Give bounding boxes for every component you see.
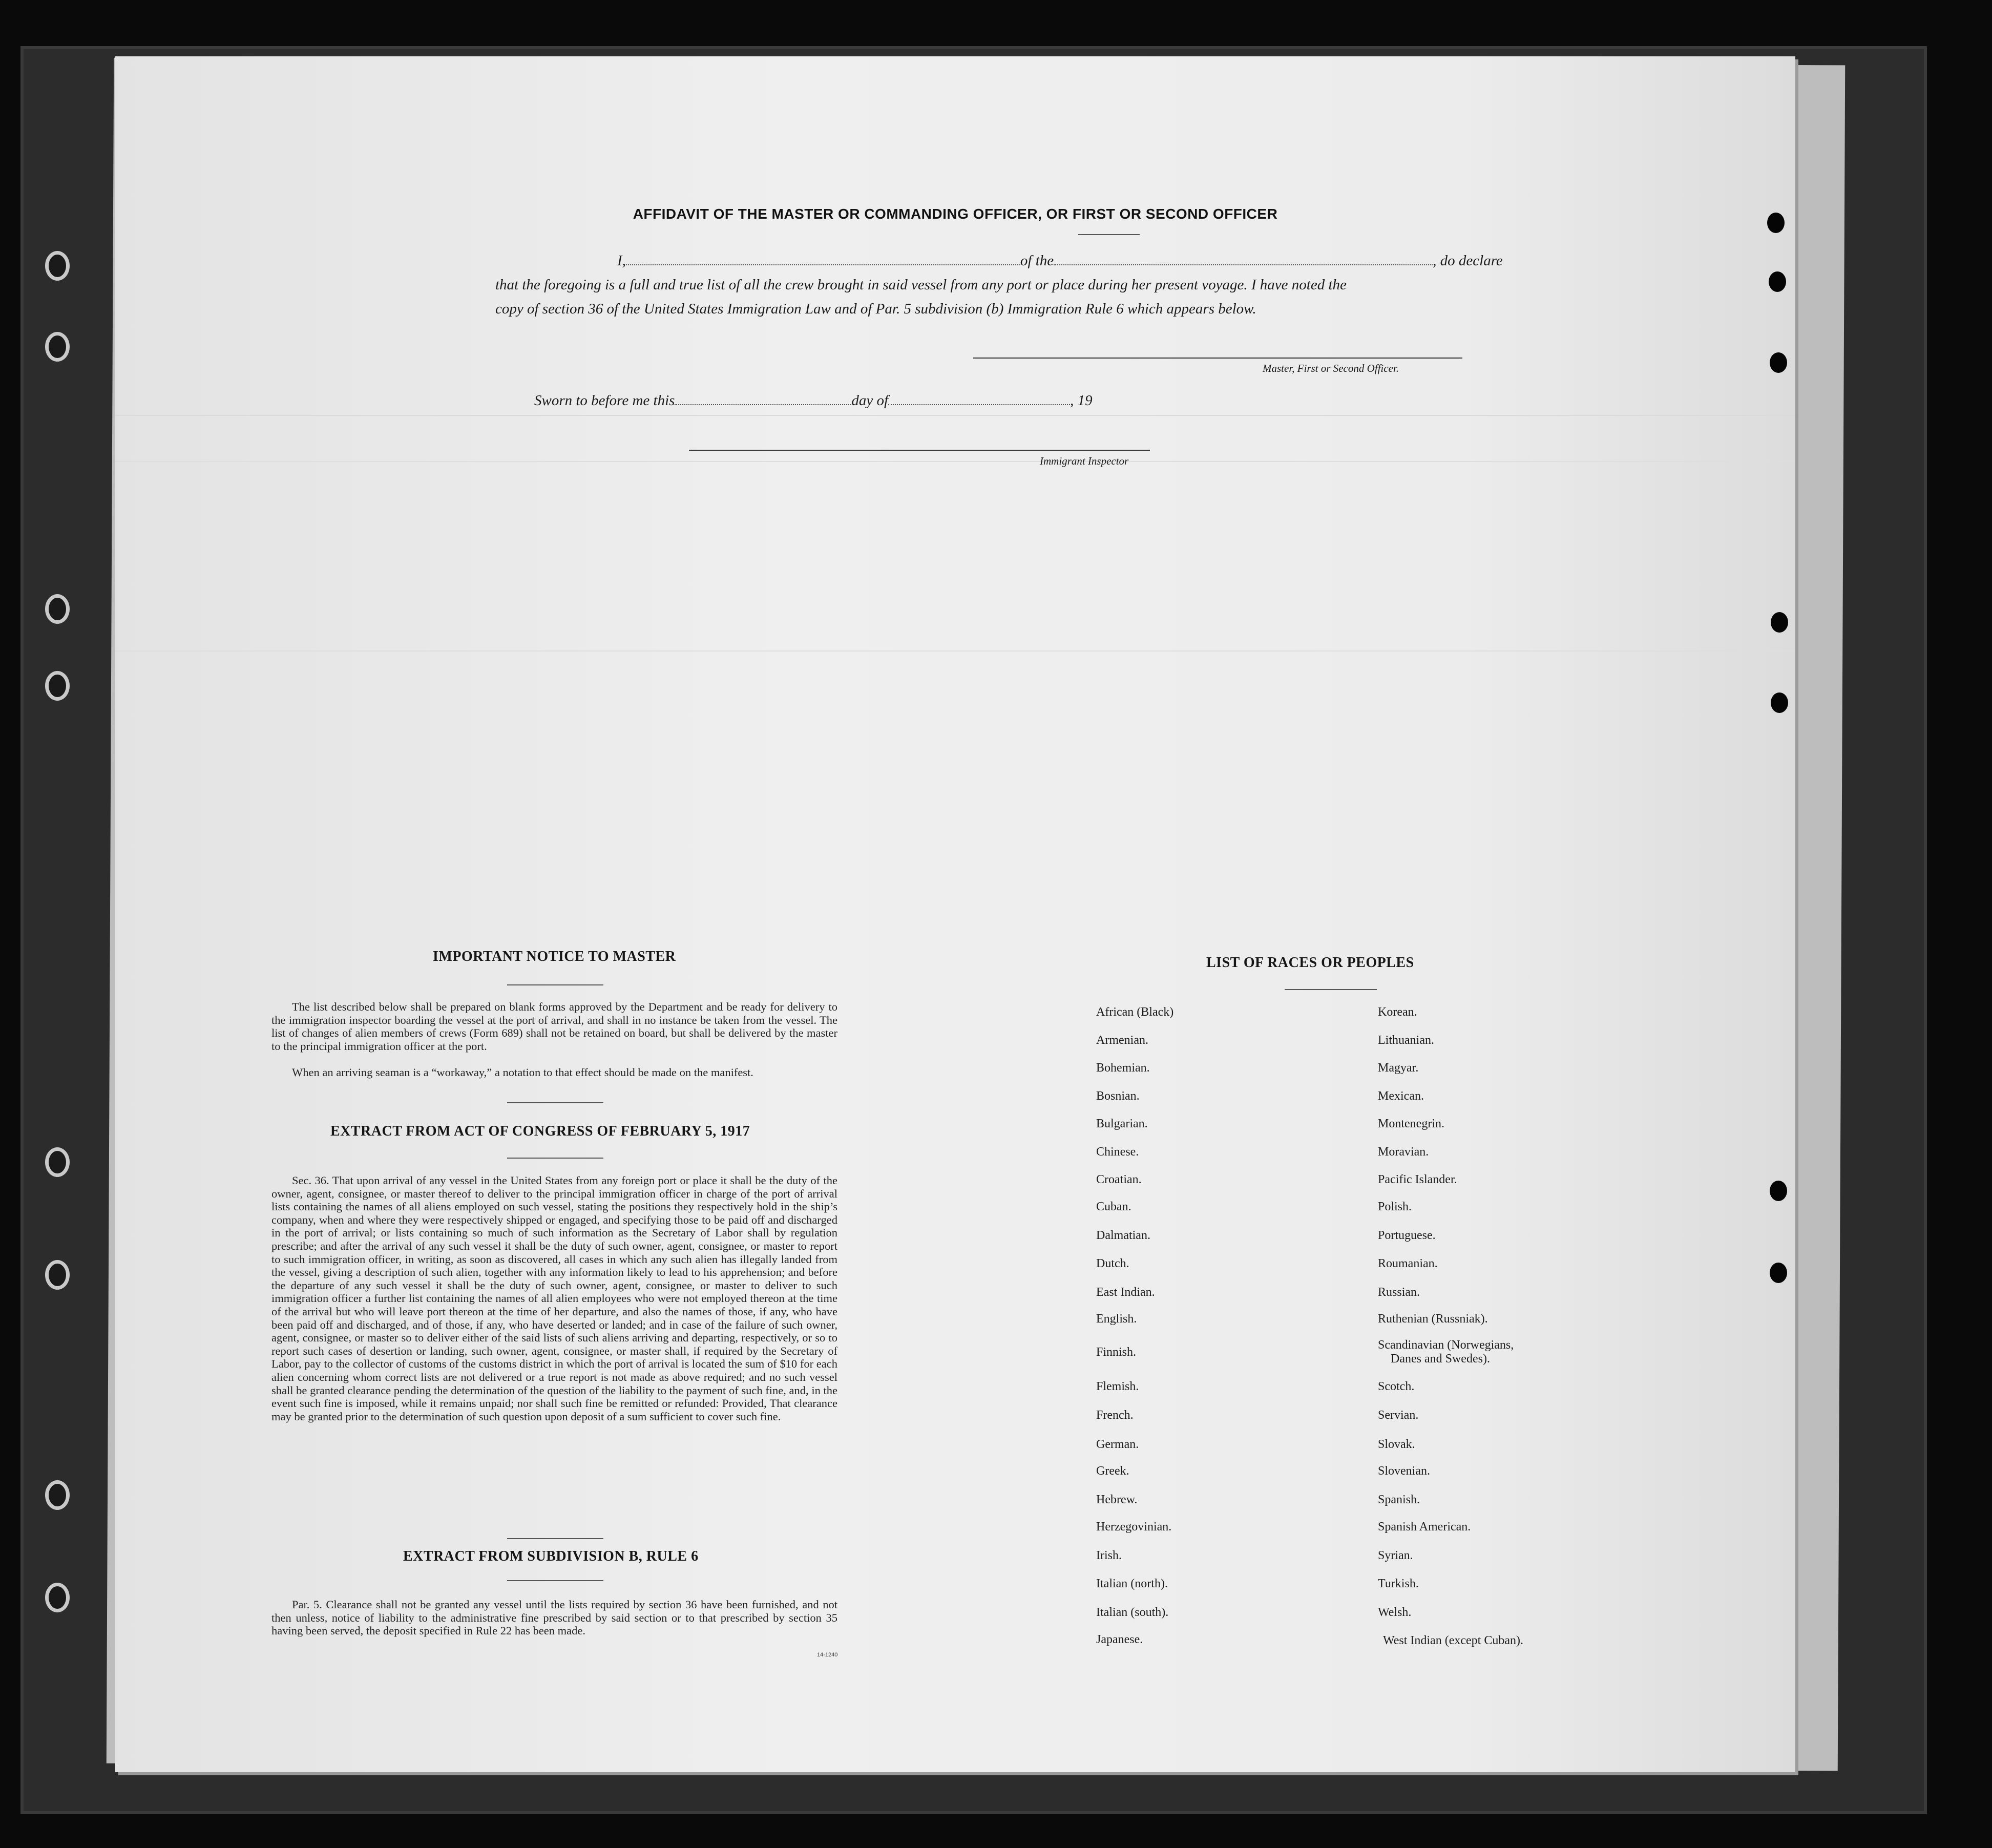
race-item: Scotch. — [1378, 1380, 1415, 1393]
race-item: German. — [1096, 1438, 1139, 1451]
do-declare-label: , do declare — [1433, 253, 1503, 269]
notice-divider — [507, 984, 603, 985]
affidavit-declaration-line — [617, 253, 1503, 269]
binder-ring-icon — [45, 671, 70, 701]
race-item: Finnish. — [1096, 1346, 1137, 1359]
sworn-month-field[interactable] — [888, 393, 1070, 405]
race-item: Bosnian. — [1096, 1089, 1140, 1103]
race-item: Japanese. — [1096, 1633, 1143, 1646]
race-item: Slovenian. — [1378, 1464, 1430, 1478]
title-underline — [1078, 234, 1140, 235]
punch-hole-icon — [1770, 352, 1787, 373]
inspector-signature-line[interactable] — [689, 450, 1150, 451]
of-the-label: of the — [1020, 253, 1054, 269]
race-item: Danes and Swedes). — [1391, 1352, 1490, 1366]
races-divider — [1285, 989, 1377, 990]
race-item: Scandinavian (Norwegians, — [1378, 1338, 1514, 1352]
sworn-line — [534, 392, 1093, 409]
race-item: Flemish. — [1096, 1380, 1139, 1393]
notice-title: IMPORTANT NOTICE TO MASTER — [433, 949, 676, 964]
race-item: Polish. — [1378, 1200, 1412, 1213]
race-item: Croatian. — [1096, 1173, 1142, 1186]
affidavit-i-label: I, — [617, 253, 626, 269]
extract-act-title: EXTRACT FROM ACT OF CONGRESS OF FEBRUARY 5, 1917 — [330, 1123, 750, 1139]
race-item: Roumanian. — [1378, 1257, 1438, 1270]
race-item: Hebrew. — [1096, 1493, 1138, 1506]
race-item: Magyar. — [1378, 1061, 1419, 1075]
year-label: , 19 — [1070, 392, 1093, 409]
race-item: Servian. — [1378, 1409, 1419, 1422]
notice-divider — [507, 1102, 603, 1103]
race-item: Ruthenian (Russniak). — [1378, 1312, 1488, 1326]
extract-rule-divider — [507, 1538, 603, 1539]
master-signature-line[interactable] — [973, 358, 1462, 359]
rule-6-text: Par. 5. Clearance shall not be granted any vessel until the lists required by section 36 have been furnished, and not then unless, notice of liability to the administrative fine prescribed by said section or to that prescribed by section 35 having been served, the deposit specified in Rule 22 has been made. — [271, 1598, 837, 1637]
race-item: Greek. — [1096, 1464, 1129, 1478]
race-item: Armenian. — [1096, 1034, 1148, 1047]
race-item: Pacific Islander. — [1378, 1173, 1457, 1186]
punch-hole-icon — [1769, 271, 1786, 292]
affidavit-statement-line: copy of section 36 of the United States Immigration Law and of Par. 5 subdivision (b) Immigration Rule 6 which appears below. — [495, 301, 1256, 317]
race-item: Mexican. — [1378, 1089, 1424, 1103]
inspector-caption: Immigrant Inspector — [1040, 455, 1129, 467]
race-item: African (Black) — [1096, 1005, 1174, 1019]
extract-rule-title: EXTRACT FROM SUBDIVISION B, RULE 6 — [403, 1548, 699, 1564]
race-item: Italian (south). — [1096, 1606, 1169, 1619]
race-item: French. — [1096, 1409, 1134, 1422]
affidavit-title: AFFIDAVIT OF THE MASTER OR COMMANDING OFFICER, OR FIRST OR SECOND OFFICER — [633, 206, 1278, 222]
race-item: Slovak. — [1378, 1438, 1415, 1451]
vessel-field[interactable] — [1054, 253, 1433, 265]
race-item: English. — [1096, 1312, 1137, 1326]
notice-paragraph: The list described below shall be prepared on blank forms approved by the Department and be ready for delivery to the immigration inspector boarding the vessel at the port of arrival, and shall in no instance be taken from the vessel. The list of changes of alien members of crews (Form 689) shall not be retained on board, but shall be delivered by the master to the principal immigration officer at the port. — [271, 1000, 837, 1053]
sworn-label: Sworn to before me this — [534, 392, 675, 409]
extract-rule-divider — [507, 1580, 603, 1581]
binder-ring-icon — [45, 1480, 70, 1510]
sworn-day-field[interactable] — [675, 393, 851, 405]
binder-ring-icon — [45, 332, 70, 362]
affidavit-statement-line: that the foregoing is a full and true list of all the crew brought in said vessel from any port or place during her present voyage. I have noted the — [495, 277, 1347, 293]
race-item: Syrian. — [1378, 1549, 1413, 1562]
binder-ring-icon — [45, 594, 70, 624]
form-number: 14-1240 — [817, 1652, 838, 1658]
punch-hole-icon — [1771, 692, 1788, 713]
race-item: Herzegovinian. — [1096, 1520, 1172, 1534]
race-item: Italian (north). — [1096, 1577, 1168, 1590]
race-item: Irish. — [1096, 1549, 1122, 1562]
race-item: Montenegrin. — [1378, 1117, 1444, 1130]
race-item: Dutch. — [1096, 1257, 1129, 1270]
race-item: Turkish. — [1378, 1577, 1419, 1590]
binder-ring-icon — [45, 251, 70, 281]
race-item: Bulgarian. — [1096, 1117, 1148, 1130]
race-item: Moravian. — [1378, 1145, 1429, 1159]
punch-hole-icon — [1771, 612, 1788, 633]
race-item: Cuban. — [1096, 1200, 1131, 1213]
master-signature-caption: Master, First or Second Officer. — [1263, 362, 1399, 374]
race-item: Chinese. — [1096, 1145, 1139, 1159]
race-item: Bohemian. — [1096, 1061, 1150, 1075]
name-field[interactable] — [626, 253, 1020, 265]
notice-paragraph: When an arriving seaman is a “workaway,” a notation to that effect should be made on the manifest. — [292, 1066, 753, 1079]
race-item: Dalmatian. — [1096, 1229, 1150, 1242]
race-item: East Indian. — [1096, 1286, 1155, 1299]
race-item: Spanish American. — [1378, 1520, 1471, 1534]
punch-hole-icon — [1770, 1263, 1787, 1283]
extract-act-divider — [507, 1158, 603, 1159]
race-item: Lithuanian. — [1378, 1034, 1434, 1047]
race-item: Russian. — [1378, 1286, 1420, 1299]
punch-hole-icon — [1770, 1181, 1787, 1201]
race-item: Portuguese. — [1378, 1229, 1436, 1242]
race-item: Welsh. — [1378, 1606, 1412, 1619]
race-item: West Indian (except Cuban). — [1383, 1634, 1523, 1647]
manifest-page — [115, 56, 1795, 1772]
day-of-label: day of — [851, 392, 889, 409]
binder-ring-icon — [45, 1260, 70, 1290]
races-title: LIST OF RACES OR PEOPLES — [1206, 955, 1414, 971]
section-36-text: Sec. 36. That upon arrival of any vessel in the United States from any foreign port or place it shall be the duty of the owner, agent, consignee, or master thereof to deliver to the principal immigration officer in charge of the port of arrival lists containing the names of all aliens employed on such vessel, stating the positions they respectively hold in the ship’s company, when and where they were respectively shipped or engaged, and specifying those to be paid off and discharged in the port of arrival; or lists containing so much of such information as the Secretary of Labor shall by regulation prescribe; and after the arrival of any such vessel it shall be the duty of such owner, agent, consignee, or master to report to such immigration officer, in writing, as soon as discovered, all cases in which any such alien has illegally landed from the vessel, giving a description of such alien, together with any information likely to lead to his apprehension; and before the departure of any such vessel it shall be the duty of such owner, agent, consignee, or master to deliver to such immigration officer a further list containing the names of all alien employees who were not employed thereon at the time of the arrival but who will leave port thereon at the time of her departure, and also the names of those, if any, who have been paid off and discharged, and of those, if any, who have deserted or landed; and in case of the failure of such owner, agent, consignee, or master so to deliver either of the said lists of such aliens arriving and departing, respectively, or so to report such cases of desertion or landing, such owner, agent, consignee, or master shall, if required by the Secretary of Labor, pay to the collector of customs of the customs district in which the port of arrival is located the sum of $10 for each alien concerning whom correct lists are not delivered or a true report is not made as above required; and no such vessel shall be granted clearance pending the determination of the question of the liability to the payment of such fine, and, in the event such fine is imposed, while it remains unpaid; nor shall such fine be remitted or refunded: Provided, That clearance may be granted prior to the determination of such question upon deposit of a sum sufficient to cover such fine. — [271, 1174, 837, 1423]
race-item: Korean. — [1378, 1005, 1417, 1019]
binder-ring-icon — [45, 1147, 70, 1177]
race-item: Spanish. — [1378, 1493, 1420, 1506]
binder-ring-icon — [45, 1583, 70, 1612]
